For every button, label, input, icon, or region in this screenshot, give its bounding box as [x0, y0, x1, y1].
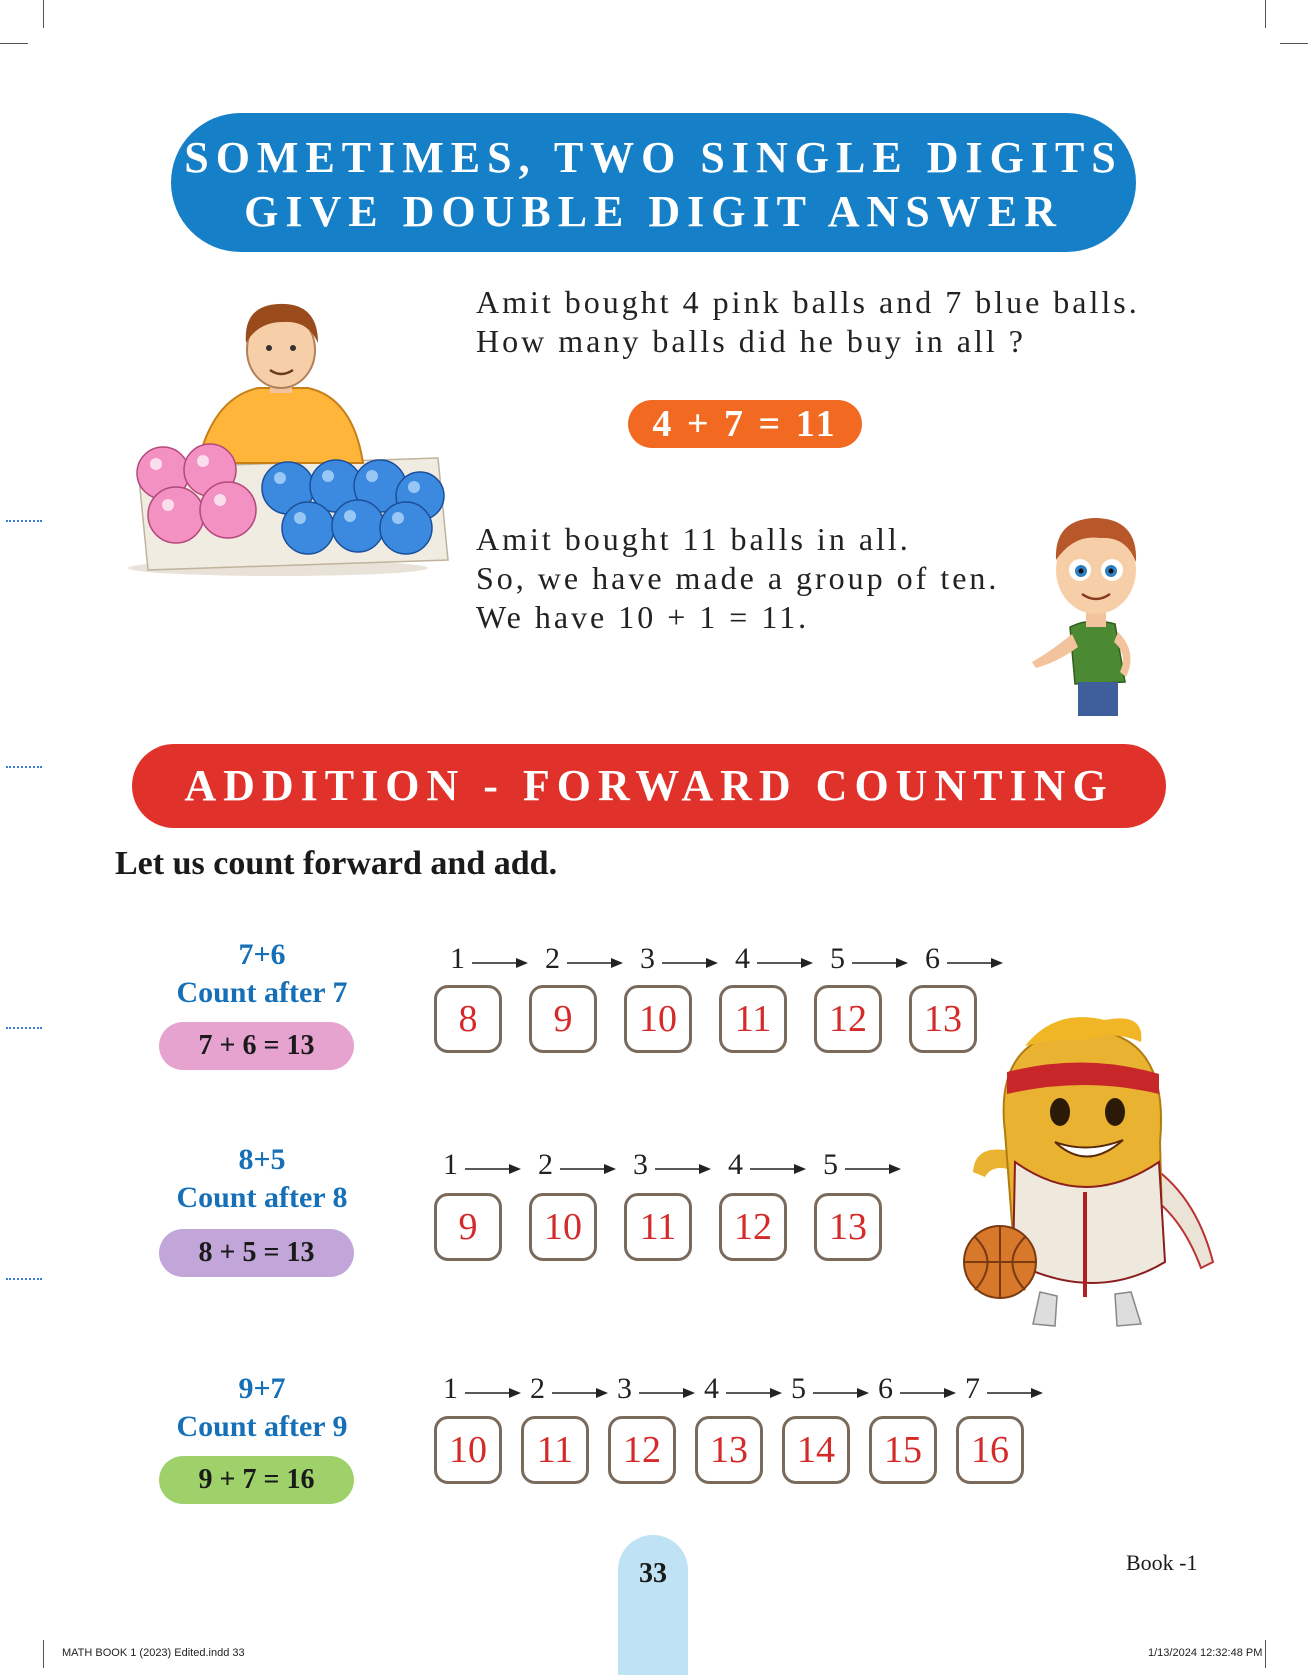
margin-guide: [6, 766, 42, 768]
arrow-icon: [811, 1386, 871, 1400]
problem-expression: 7+6: [238, 938, 286, 971]
arrow-icon: [985, 1386, 1045, 1400]
count-box: 16: [956, 1416, 1024, 1484]
step-number: 2: [538, 1148, 553, 1181]
equation-badge: 4 + 7 = 11: [628, 400, 862, 448]
step-number: 4: [704, 1372, 719, 1405]
step-number: 3: [640, 942, 655, 975]
answer-line-1: Amit bought 11 balls in all.: [476, 521, 911, 557]
problem-3-label: [157, 1370, 367, 1446]
count-box: 10: [624, 985, 692, 1053]
arrow-icon: [945, 956, 1005, 970]
margin-guide: [6, 1027, 42, 1029]
arrow-icon: [463, 1386, 523, 1400]
count-box: 14: [782, 1416, 850, 1484]
section-banner: ADDITION - FORWARD COUNTING: [132, 744, 1166, 828]
problem-hint: Count after 8: [176, 1181, 348, 1214]
problem-1-label: [157, 936, 367, 1012]
book-label: Book -1: [1126, 1550, 1198, 1575]
crop-mark: [0, 43, 28, 44]
page-number: 33: [639, 1558, 667, 1589]
problem-hint: Count after 7: [176, 976, 348, 1009]
step-number: 2: [545, 942, 560, 975]
problem-expression: 9+7: [238, 1372, 286, 1405]
step-number: 5: [791, 1372, 806, 1405]
step-number: 4: [728, 1148, 743, 1181]
problem-expression: 8+5: [238, 1143, 286, 1176]
arrow-icon: [637, 1386, 697, 1400]
boy-with-balls-illustration: [118, 298, 458, 578]
arrow-icon: [898, 1386, 958, 1400]
count-box: 10: [529, 1193, 597, 1261]
arrow-icon: [850, 956, 910, 970]
question-line-2: How many balls did he buy in all ?: [476, 323, 1026, 359]
header-banner: [171, 113, 1136, 252]
step-number: 1: [443, 1148, 458, 1181]
step-number: 6: [878, 1372, 893, 1405]
crop-mark: [1280, 43, 1308, 44]
answer-line-3: We have 10 + 1 = 11.: [476, 599, 810, 635]
crop-mark: [43, 0, 44, 28]
count-box: 15: [869, 1416, 937, 1484]
arrow-icon: [843, 1162, 903, 1176]
problem-2-label: [157, 1141, 367, 1217]
arrow-icon: [748, 1162, 808, 1176]
story-answer: [476, 520, 999, 637]
count-box: 12: [719, 1193, 787, 1261]
arrow-icon: [470, 956, 530, 970]
header-line-2: GIVE DOUBLE DIGIT ANSWER: [244, 187, 1063, 236]
section-subtitle: Let us count forward and add.: [115, 845, 558, 882]
problem-answer-pill: 7 + 6 = 13: [159, 1022, 354, 1070]
problem-hint: Count after 9: [176, 1410, 348, 1443]
step-number: 3: [633, 1148, 648, 1181]
step-number: 4: [735, 942, 750, 975]
footer-timestamp: 1/13/2024 12:32:48 PM: [1148, 1647, 1263, 1659]
count-box: 11: [521, 1416, 589, 1484]
step-number: 5: [823, 1148, 838, 1181]
margin-guide: [6, 1278, 42, 1280]
count-box: 8: [434, 985, 502, 1053]
arrow-icon: [653, 1162, 713, 1176]
arrow-icon: [565, 956, 625, 970]
count-box: 9: [529, 985, 597, 1053]
step-number: 6: [925, 942, 940, 975]
problem-answer-pill: 9 + 7 = 16: [159, 1456, 354, 1504]
crop-mark: [1265, 0, 1266, 28]
arrow-icon: [550, 1386, 610, 1400]
step-number: 1: [450, 942, 465, 975]
pointing-boy-illustration: [1030, 512, 1160, 717]
crop-mark: [43, 1640, 44, 1668]
arrow-icon: [660, 956, 720, 970]
footer-file-info: MATH BOOK 1 (2023) Edited.indd 33: [62, 1647, 245, 1659]
step-number: 7: [965, 1372, 980, 1405]
page-number-tab: [618, 1535, 688, 1675]
story-question: [476, 283, 1140, 361]
crop-mark: [1265, 1640, 1266, 1668]
count-box: 13: [909, 985, 977, 1053]
header-line-1: SOMETIMES, TWO SINGLE DIGITS: [184, 133, 1123, 182]
step-number: 1: [443, 1372, 458, 1405]
problem-answer-pill: 8 + 5 = 13: [159, 1229, 354, 1277]
arrow-icon: [755, 956, 815, 970]
arrow-icon: [558, 1162, 618, 1176]
answer-line-2: So, we have made a group of ten.: [476, 560, 1000, 596]
arrow-icon: [463, 1162, 523, 1176]
step-number: 5: [830, 942, 845, 975]
question-line-1: Amit bought 4 pink balls and 7 blue balls.: [476, 284, 1140, 320]
count-box: 10: [434, 1416, 502, 1484]
step-number: 3: [617, 1372, 632, 1405]
count-box: 11: [624, 1193, 692, 1261]
mango-basketball-character: [945, 1012, 1235, 1330]
count-box: 13: [814, 1193, 882, 1261]
count-box: 11: [719, 985, 787, 1053]
count-box: 12: [608, 1416, 676, 1484]
count-box: 9: [434, 1193, 502, 1261]
margin-guide: [6, 520, 42, 522]
count-box: 13: [695, 1416, 763, 1484]
count-box: 12: [814, 985, 882, 1053]
step-number: 2: [530, 1372, 545, 1405]
arrow-icon: [724, 1386, 784, 1400]
